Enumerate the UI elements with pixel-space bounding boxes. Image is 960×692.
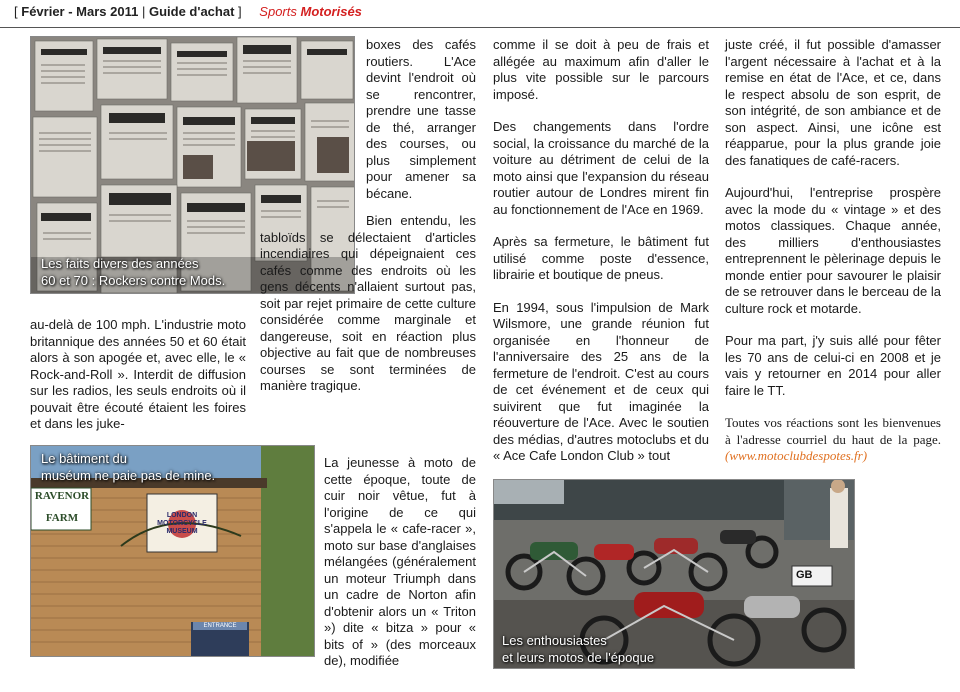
page-header [14, 4, 362, 24]
website-link[interactable]: (www.motoclubdespotes.fr) [725, 448, 868, 463]
paragraph-restoration: juste créé, il fut possible d'amasser l'argent nécessaire à l'achat et à la remise en état de l'Ace, et ce, dans le respect absolu de son esprit, de son intégrité, de son ambiance et de son aspect. Ainsi, une icône est réapparue, pour la plus grande joie des fanatiques de café-racers. [725, 37, 941, 168]
ravenor-sign-line2: FARM [45, 512, 79, 524]
header-bracket-close: ] [238, 4, 242, 19]
bikes-photo [493, 479, 855, 669]
paragraph-reactions [725, 415, 941, 465]
paragraph-today: Aujourd'hui, l'entreprise prospère avec la mode du « vintage » et des motos classiques. Chaque année, des milliers d'enthousiastes entreprennent le pèlerinage depuis le monde entier pour savourer le plaisir de se retrouver dans le berceau de la culture rock et motarde. [725, 185, 941, 316]
section-prefix: Sports [259, 4, 297, 19]
paragraph-boxes: boxes des cafés routiers. L'Ace devint l'endroit où se rencontrer, prendre une tasse de thé, arranger des courses, ou plus simplement pour amener sa bécane. [366, 37, 476, 201]
newspapers-caption [41, 255, 225, 289]
article-column-4 [725, 37, 941, 465]
newspapers-caption-line2: 60 et 70 : Rockers contre Mods. [41, 273, 226, 288]
paragraph-tabloids: Bien entendu, les tabloïds se délectaient d'articles incendiaires qui dépeignaient ces cafés comme des endroits où les gens décents n'allaient surtout pas, soit par rejet primaire de cette culture considérée comme marginale et dangereuse, soit en réaction plus objective au fait que de nombreuses courses se sont terminées de manière tragique. [260, 213, 476, 393]
header-separator: | [141, 4, 146, 19]
reactions-text: Toutes vos réactions sont les bienvenues à l'adresse courriel du haut de la page. [725, 415, 941, 447]
header-bracket-open: [ [14, 4, 18, 19]
paragraph-personal: Pour ma part, j'y suis allé pour fêter les 70 ans de celui-ci en 2008 et je vais y retourner en 2014 pour aller faire le TT. [725, 333, 941, 398]
section-title [259, 4, 362, 19]
bikes-caption [502, 632, 654, 666]
entrance-sign: ENTRANCE [203, 623, 237, 629]
issue-date: Février - Mars 2011 [21, 4, 139, 19]
ravenor-sign-line1: RAVENOR [34, 490, 90, 502]
paragraph-changes: Des changements dans l'ordre social, la croissance du marché de la voiture au détriment de celui de la moto ainsi que l'expansion du réseau routier autour de Londres mirent fin au fonctionnement de l'Ace en 1969. [493, 119, 709, 217]
museum-caption-line1: Le bâtiment du [41, 451, 128, 466]
paragraph-closure: Après sa fermeture, le bâtiment fut utilisé comme poste d'essence, librairie et boutique de pneus. [493, 234, 709, 282]
header-rule [0, 27, 960, 28]
paragraph-cheap: comme il se doit à peu de frais et allégée au maximum afin d'aller le plus vite possible sur le parcours imposé. [493, 37, 709, 102]
newspapers-caption-line1: Les faits divers des années [41, 256, 199, 271]
article-column-2-upper [366, 37, 476, 218]
article-column-3 [493, 37, 709, 465]
museum-photo [30, 445, 315, 657]
museum-caption-line2: muséum ne paie pas de mine. [41, 468, 216, 483]
paragraph-youth: La jeunesse à moto de cette époque, toute de cuir noir vêtue, fut à l'origine de ce qui s'appela le « cafe-racer », moto sur base d'anglaises mélangées (généralement un moteur Triumph dans un cadre de Norton afin d'obtenir alors un « Triton ») dite « bitza » pour « bits of » (des morceaux de), modifiée [324, 455, 476, 668]
museum-caption [41, 450, 215, 484]
paragraph-1994: En 1994, sous l'impulsion de Mark Wilsmore, une grande réunion fut organisée en l'honneur de l'anniversaire des 25 ans de la fermeture de l'endroit. C'est au cours de cet événement et de ceux qui suivirent que fut imaginée la réouverture de l'Ace. Avec le soutien des médias, d'autres motoclubs et du « Ace Cafe London Club » tout [493, 299, 709, 463]
license-plate: GB [796, 569, 813, 581]
museum-sign: LONDON MOTORCYCLE MUSEUM [157, 512, 207, 535]
paragraph-industry: au-delà de 100 mph. L'industrie moto britannique des années 50 et 60 était alors à son apogée et, avec elle, le « Rock-and-Roll ». Interdit de diffusion sur les radios, les seuls endroits où il pouvait être écouté étaient les foires et dans les juke- [30, 317, 246, 431]
section-main: Motorisés [300, 4, 362, 19]
ravenor-farm-sign [33, 490, 91, 524]
bikes-caption-line1: Les enthousiastes [502, 633, 607, 648]
rubric-title: Guide d'achat [148, 4, 235, 19]
bikes-caption-line2: et leurs motos de l'époque [502, 650, 655, 665]
